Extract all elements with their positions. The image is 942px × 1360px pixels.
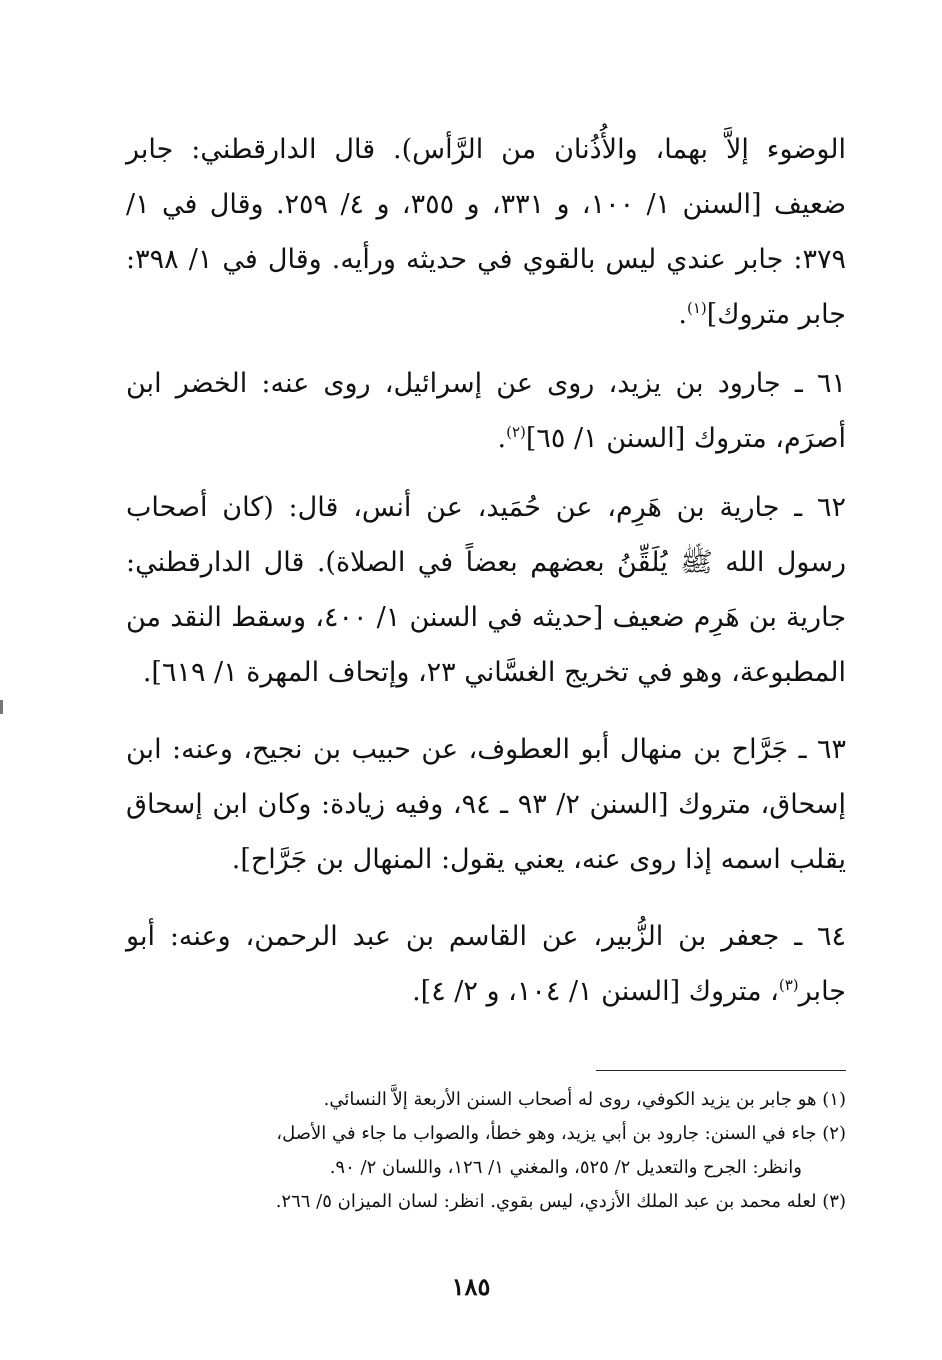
main-text	[126, 122, 846, 1041]
footnote-1: (١) هو جابر بن يزيد الكوفي، روى له أصحاب السنن الأربعة إلاَّ النسائي.	[323, 1089, 846, 1110]
entry-text-rest: ، متروك [السنن ١/ ١٠٤، و ٢/ ٤].	[412, 976, 779, 1007]
entry-64	[126, 909, 846, 1019]
entry-end: .	[497, 423, 507, 454]
footnote-ref-3: (٣)	[778, 976, 799, 994]
footnote-ref-1: (١)	[686, 299, 707, 317]
footnote-2: (٢) جاء في السنن: جارود بن أبي يزيد، وهو خطأ، والصواب ما جاء في الأصل،	[276, 1123, 846, 1144]
footnote-2-continuation: وانظر: الجرح والتعديل ٢/ ٥٢٥، والمغني ١/ ١٢٦، واللسان ٢/ ٩٠.	[329, 1157, 802, 1178]
entry-61	[126, 356, 846, 466]
entry-63	[126, 722, 846, 887]
entry-text: ٦٢ ـ جارية بن هَرِم، عن حُمَيد، عن أنس، قال: (كان أصحاب رسول الله ﷺ يُلَقِّنُ بعضهم بعضاً في الصلاة). قال الدارقطني: جارية بن هَرِم ضعيف [حديثه في السنن ١/ ٤٠٠، وسقط النقد من المطبوعة، وهو في تخريج الغسَّاني ٢٣، وإتحاف المهرة ١/ ٦١٩].	[126, 492, 847, 688]
footnote-ref-2: (٢)	[506, 423, 526, 441]
entry-text: ٦٤ ـ جعفر بن الزُّبير، عن القاسم بن عبد الرحمن، وعنه: أبو جابر	[126, 921, 846, 1007]
footnote-divider	[596, 1070, 846, 1071]
paragraph-continuation	[126, 122, 846, 342]
footnotes	[126, 1083, 846, 1219]
paragraph-end: .	[678, 299, 687, 330]
page-number: ١٨٥	[451, 1272, 491, 1301]
entry-text: ٦١ ـ جارود بن يزيد، روى عن إسرائيل، روى عنه: الخضر ابن أصرَم، متروك [السنن ١/ ٦٥]	[126, 368, 846, 454]
footnote-3: (٣) لعله محمد بن عبد الملك الأزدي، ليس بقوي. انظر: لسان الميزان ٥/ ٢٦٦.	[275, 1191, 846, 1212]
entry-62	[126, 480, 846, 700]
entry-text: ٦٣ ـ جَرَّاح بن منهال أبو العطوف، عن حبيب بن نجيح، وعنه: ابن إسحاق، متروك [السنن ٢/ ٩٣ ـ ٩٤، وفيه زيادة: وكان ابن إسحاق يقلب اسمه إذا روى عنه، يعني يقول: المنهال بن جَرَّاح].	[126, 734, 846, 875]
paragraph-text: الوضوء إلاَّ بهما، والأُذُنان من الرَّأس). قال الدارقطني: جابر ضعيف [السنن ١/ ١٠٠، و ٣٣١، و ٣٥٥، و ٤/ ٢٥٩. وقال في ١/ ٣٧٩: جابر عندي ليس بالقوي في حديثه ورأيه. وقال في ١/ ٣٩٨: جابر متروك]	[126, 134, 847, 330]
scan-edge-mark	[0, 700, 3, 714]
